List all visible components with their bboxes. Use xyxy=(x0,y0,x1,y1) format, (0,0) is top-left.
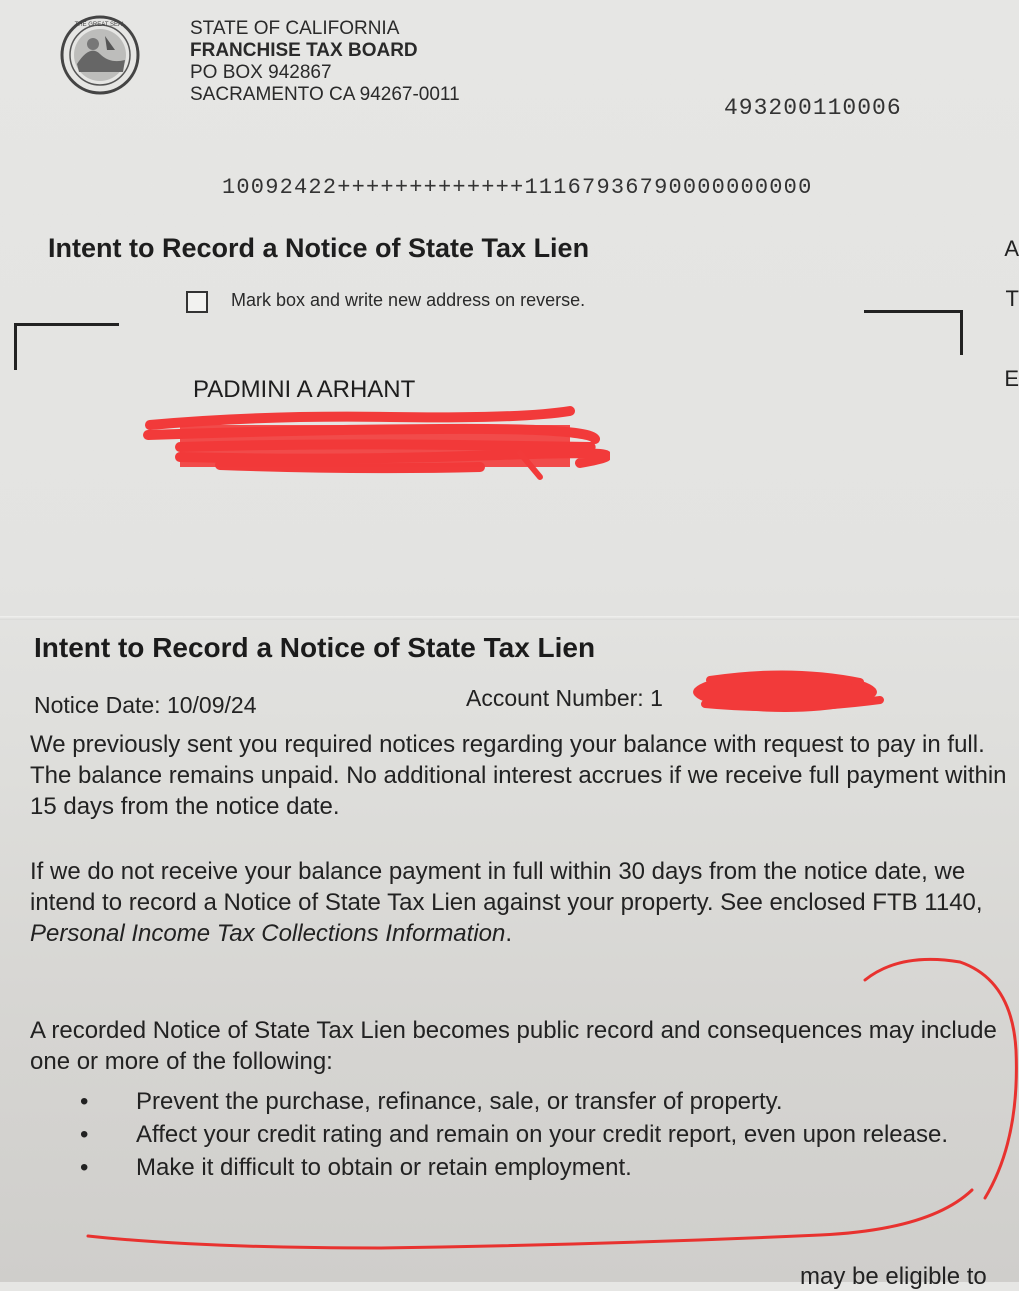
header-title: Intent to Record a Notice of State Tax Lien xyxy=(48,233,590,263)
sender-line: STATE OF CALIFORNIA xyxy=(190,18,400,39)
address-redaction xyxy=(140,395,610,485)
paragraph-text: We previously sent you required notices regarding your balance with request to pay in full. The balance remains unpaid. No additional interest accrues if we receive full payment within 15 days from the notice date. xyxy=(30,731,1007,820)
paragraph-text-end: . xyxy=(505,920,513,947)
sender-line: SACRAMENTO CA 94267-0011 xyxy=(190,84,460,105)
account-number xyxy=(466,685,663,712)
notice-date-value: 10/09/24 xyxy=(166,692,257,718)
red-annotation-circle xyxy=(0,940,1019,1260)
notice-date-label: Notice Date: xyxy=(34,692,161,718)
cut-off-text: may be eligible to xyxy=(800,1263,987,1290)
address-change-checkbox[interactable] xyxy=(186,291,208,313)
paragraph-lien-intent xyxy=(30,856,1015,949)
scan-line: 10092422+++++++++++++11167936790000000000 xyxy=(222,175,813,200)
notice-title: Intent to Record a Notice of State Tax Lien xyxy=(34,632,596,663)
edge-letter: E xyxy=(1004,366,1019,391)
address-window-corner-left xyxy=(14,323,119,370)
notice-date xyxy=(34,692,256,719)
bullet: • xyxy=(80,1088,89,1115)
publication-title: Personal Income Tax Collections Information xyxy=(30,920,506,947)
sender-address xyxy=(190,18,460,106)
list-item-text: Prevent the purchase, refinance, sale, or transfer of property. xyxy=(136,1088,783,1115)
list-item-text: Make it difficult to obtain or retain employment. xyxy=(136,1154,632,1181)
svg-text:THE GREAT SEAL: THE GREAT SEAL xyxy=(74,22,126,28)
ca-state-seal xyxy=(55,14,145,96)
recipient-name: PADMINI A ARHANT xyxy=(193,376,416,403)
address-change-label: Mark box and write new address on reverse. xyxy=(231,290,586,310)
paper-fold xyxy=(0,616,1019,620)
list-item-text: Affect your credit rating and remain on your credit report, even upon release. xyxy=(136,1121,949,1148)
paragraph-text xyxy=(30,856,1015,949)
sender-line: FRANCHISE TAX BOARD xyxy=(190,40,418,61)
sender-line: PO BOX 942867 xyxy=(190,62,332,83)
bullet: • xyxy=(80,1121,89,1148)
edge-letter: T xyxy=(1005,286,1019,311)
bullet: • xyxy=(80,1154,89,1181)
account-number-value: 1 xyxy=(650,685,663,711)
account-number-label: Account Number: xyxy=(466,685,644,711)
reference-number: 493200110006 xyxy=(724,95,902,121)
account-redaction xyxy=(690,662,890,722)
paragraph-text-start: If we do not receive your balance payment in full within 30 days from the notice date, we intend to record a Notice of State Tax Lien against your property. See enclosed FTB 1140, xyxy=(30,858,983,916)
address-window-corner-right xyxy=(864,310,963,355)
paragraph-balance-unpaid xyxy=(30,729,1015,822)
edge-letter: A xyxy=(1004,236,1019,261)
paragraph-text: A recorded Notice of State Tax Lien becomes public record and consequences may include one or more of the following: xyxy=(30,1017,997,1075)
